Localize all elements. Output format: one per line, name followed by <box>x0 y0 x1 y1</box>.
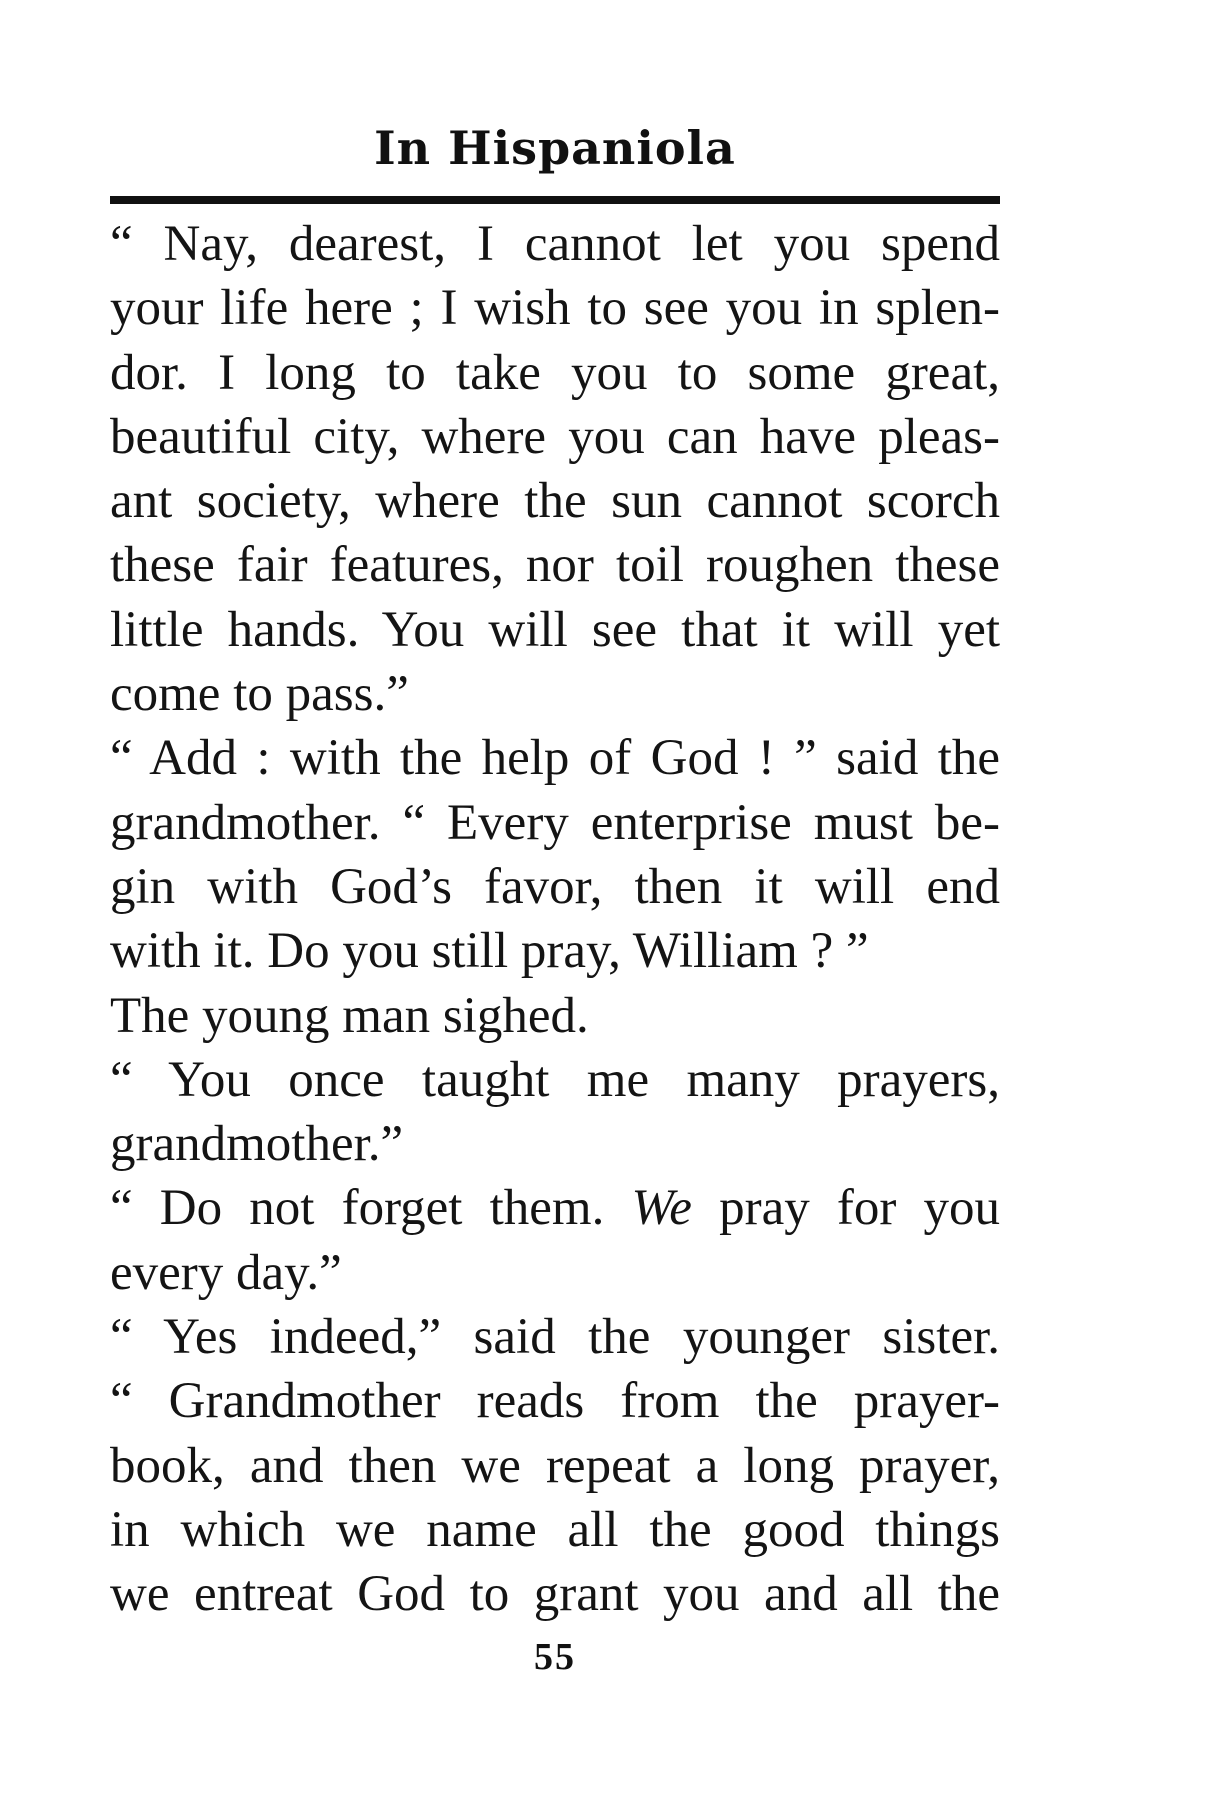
text-line: dor. I long to take you to some great, <box>110 344 1000 401</box>
text-segment: “ Do not forget them. <box>110 1180 632 1237</box>
emphasized-word: We <box>631 1180 692 1237</box>
running-head: In Hispaniola <box>374 121 736 175</box>
text-segment: pray for you <box>691 1180 1000 1237</box>
text-line <box>110 1176 1000 1240</box>
text-line: gin with God’s favor, then it will end <box>110 858 1000 915</box>
page-number: 55 <box>534 1636 576 1678</box>
text-line: grandmother.” <box>110 1116 404 1173</box>
text-line: little hands. You will see that it will yet <box>110 601 1000 658</box>
text-line: “ Grandmother reads from the prayer- <box>110 1373 1000 1430</box>
text-line: every day.” <box>110 1244 342 1301</box>
text-line: “ You once taught me many prayers, <box>110 1051 1000 1108</box>
header-rule <box>110 196 1000 204</box>
text-line: grandmother. “ Every enterprise must be- <box>110 794 1000 851</box>
text-line: The young man sighed. <box>110 987 589 1044</box>
text-line: “ Yes indeed,” said the younger sister. <box>110 1309 1000 1366</box>
text-line: ant society, where the sun cannot scorch <box>110 473 1000 530</box>
text-line: beautiful city, where you can have pleas- <box>110 408 1000 465</box>
text-line: book, and then we repeat a long prayer, <box>110 1437 1000 1494</box>
text-line: these fair features, nor toil roughen these <box>110 537 1000 594</box>
text-line: “ Nay, dearest, I cannot let you spend <box>110 216 1000 272</box>
text-line: “ Add : with the help of God ! ” said the <box>110 730 1000 787</box>
text-line: come to pass.” <box>110 666 409 723</box>
text-line: with it. Do you still pray, William ? ” <box>110 923 869 980</box>
text-line: we entreat God to grant you and all the <box>110 1566 1000 1623</box>
text-line: your life here ; I wish to see you in splen- <box>110 280 1000 337</box>
body-text <box>110 212 1000 1627</box>
text-line: in which we name all the good things <box>110 1501 1000 1558</box>
